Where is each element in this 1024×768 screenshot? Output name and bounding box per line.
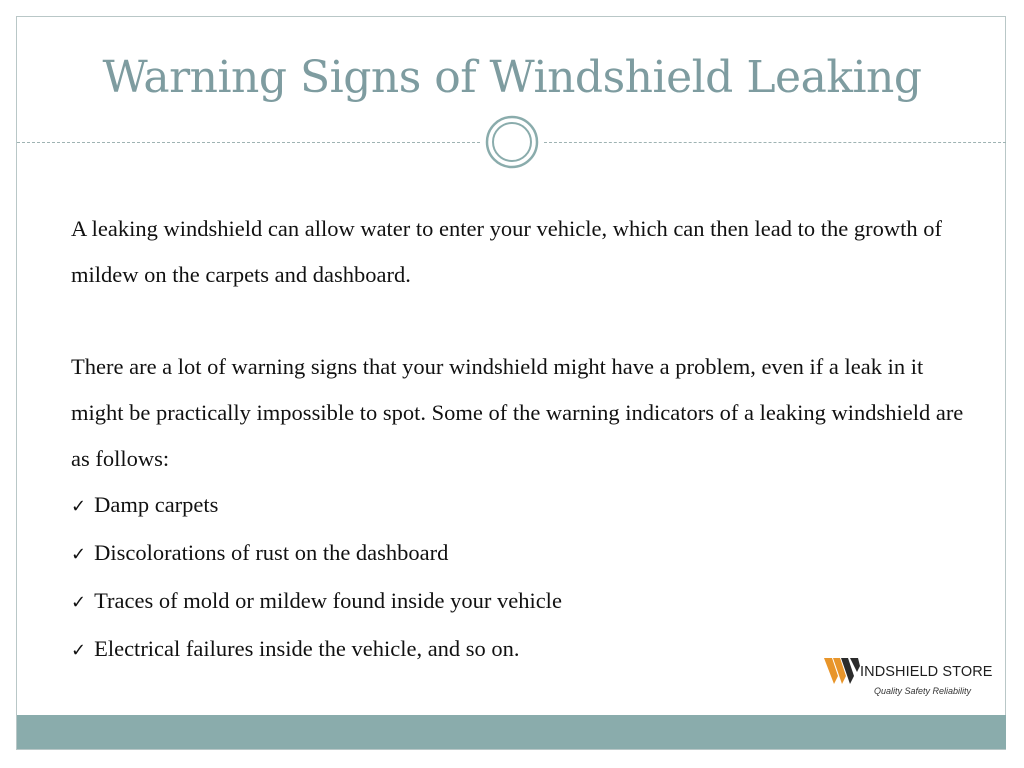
list-item [71, 530, 981, 578]
w-chevron-logo-icon [824, 656, 860, 686]
title-divider-right [544, 142, 1006, 143]
list-item-text: Discolorations of rust on the dashboard [94, 540, 449, 565]
warning-checklist [71, 482, 981, 674]
footer-band [17, 715, 1006, 749]
list-item-text: Electrical failures inside the vehicle, and so on. [94, 636, 520, 661]
list-item-text: Traces of mold or mildew found inside your vehicle [94, 588, 562, 613]
logo-tagline: Quality Safety Reliability [874, 686, 972, 696]
checkmark-icon: ✓ [71, 496, 87, 517]
list-item-text: Damp carpets [94, 492, 219, 517]
circle-ornament-icon [485, 115, 539, 169]
logo-name: INDSHIELD STORE [860, 664, 993, 680]
list-item [71, 578, 981, 626]
warning-paragraph: There are a lot of warning signs that your windshield might have a problem, even if a leak in it might be practically impossible to spot. Some of the warning indicators of a leaking windshield are as follows: [71, 354, 964, 471]
list-item [71, 482, 981, 530]
slide-body [71, 206, 981, 674]
windshield-store-logo [824, 652, 1004, 702]
checkmark-icon: ✓ [71, 592, 87, 613]
paragraph-spacer [71, 298, 981, 344]
intro-paragraph: A leaking windshield can allow water to enter your vehicle, which can then lead to the growth of mildew on the carpets and dashboard. [71, 216, 942, 287]
checkmark-icon: ✓ [71, 544, 87, 565]
slide-title: Warning Signs of Windshield Leaking [102, 52, 922, 103]
title-divider-left [17, 142, 480, 143]
checkmark-icon: ✓ [71, 640, 87, 661]
